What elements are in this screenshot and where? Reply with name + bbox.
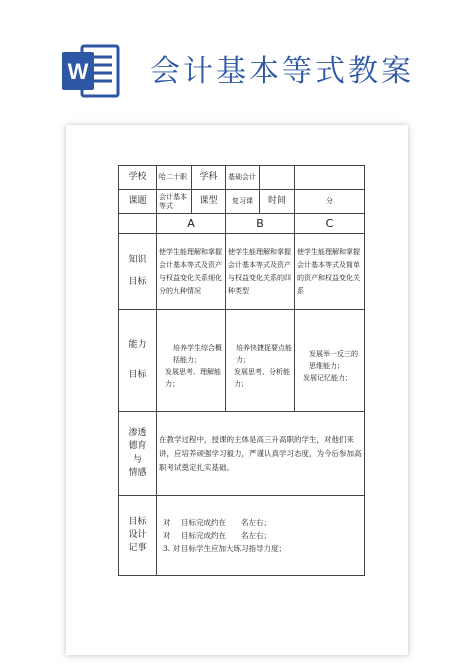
ability-goal-label <box>119 310 157 412</box>
table-row-levels <box>119 214 365 234</box>
record-label-line1: 目标 <box>128 516 147 527</box>
knowledge-goal-c: 使学生能理解和掌握会计基本等式及简单的资产和权益变化关系 <box>295 234 365 310</box>
ability-b-line2: 发展思考、分析能力； <box>234 367 290 388</box>
word-document-icon <box>62 40 120 102</box>
empty-cell <box>260 166 295 190</box>
knowledge-label-line1: 知识 <box>128 255 147 266</box>
level-c-header: C <box>295 214 365 234</box>
table-row-emotion <box>119 412 365 496</box>
lesson-type-label: 课型 <box>192 190 226 214</box>
ability-a-line1: 培养学生综合概括能力； <box>173 343 222 364</box>
record-line-3-prefix: 3. 对 <box>163 544 181 553</box>
ability-a-line2: 发展思考、理解能力； <box>165 367 221 388</box>
knowledge-goal-label <box>119 234 157 310</box>
table-row-school <box>119 166 365 190</box>
knowledge-goal-b: 使学生能理解和掌握会计基本等式及资产与权益变化关系的四种类型 <box>226 234 295 310</box>
record-line-3 <box>159 542 362 555</box>
subject-label: 学科 <box>192 166 226 190</box>
ability-c-line1: 发展举一反三的思维能力； <box>309 349 358 370</box>
emotion-label-line4: 情感 <box>128 467 147 478</box>
record-line-2 <box>159 529 362 542</box>
ability-goal-b <box>226 310 295 412</box>
ability-b-line1: 培养快捷捉要点能力； <box>236 343 292 364</box>
lesson-type-value: 复习课 <box>226 190 260 214</box>
lesson-plan-table <box>118 165 365 576</box>
emotion-goal-label <box>119 412 157 496</box>
record-label <box>119 496 157 576</box>
ability-goal-a <box>157 310 226 412</box>
word-icon-letter: W <box>67 59 89 84</box>
table-row-topic <box>119 190 365 214</box>
record-line-2-text: 目标完成约在 名左右； <box>181 531 271 540</box>
knowledge-goal-a: 使学生能理解和掌握会计基本等式及资产与权益变化关系细化分的九种情况 <box>157 234 226 310</box>
time-value: 分 <box>295 190 365 214</box>
ability-goal-c <box>295 310 365 412</box>
record-text <box>157 496 365 576</box>
topic-label: 课题 <box>119 190 157 214</box>
emotion-label-line2: 德育 <box>128 441 147 452</box>
document-title: 会计基本等式教案 <box>150 54 414 89</box>
emotion-goal-text: 在教学过程中，授课的主体是高三升高职的学生，对他们来讲，应培养顽强学习毅力，严谨认真学习态度，为今后参加高职考试奠定扎实基础。 <box>157 412 365 496</box>
record-line-3-text: 目标学生应加大练习指导力度； <box>181 544 286 553</box>
record-line-2-prefix: 对 <box>163 531 171 540</box>
empty-cell <box>119 214 157 234</box>
topic-value: 会计基本等式 <box>157 190 192 214</box>
record-line-1-text: 目标完成约在 名左右； <box>181 518 271 527</box>
emotion-label-line1: 渗透 <box>128 428 147 439</box>
table-row-ability <box>119 310 365 412</box>
time-label: 时间 <box>260 190 295 214</box>
ability-c-line2: 发展记忆能力； <box>303 373 352 382</box>
table-row-knowledge <box>119 234 365 310</box>
subject-value: 基础会计 <box>226 166 260 190</box>
record-label-line2: 设计 <box>128 529 147 540</box>
school-label: 学校 <box>119 166 157 190</box>
ability-label-line2: 目标 <box>128 369 147 380</box>
record-line-1 <box>159 516 362 529</box>
table-row-record <box>119 496 365 576</box>
knowledge-label-line2: 目标 <box>128 276 147 287</box>
ability-label-line1: 能力 <box>128 340 147 351</box>
school-value: 哈二十职 <box>157 166 192 190</box>
level-b-header: B <box>226 214 295 234</box>
document-page <box>66 125 408 655</box>
record-label-line3: 记事 <box>128 543 147 554</box>
emotion-label-line3: 与 <box>132 454 142 465</box>
empty-cell <box>295 166 365 190</box>
level-a-header: A <box>157 214 226 234</box>
record-line-1-prefix: 对 <box>163 518 171 527</box>
